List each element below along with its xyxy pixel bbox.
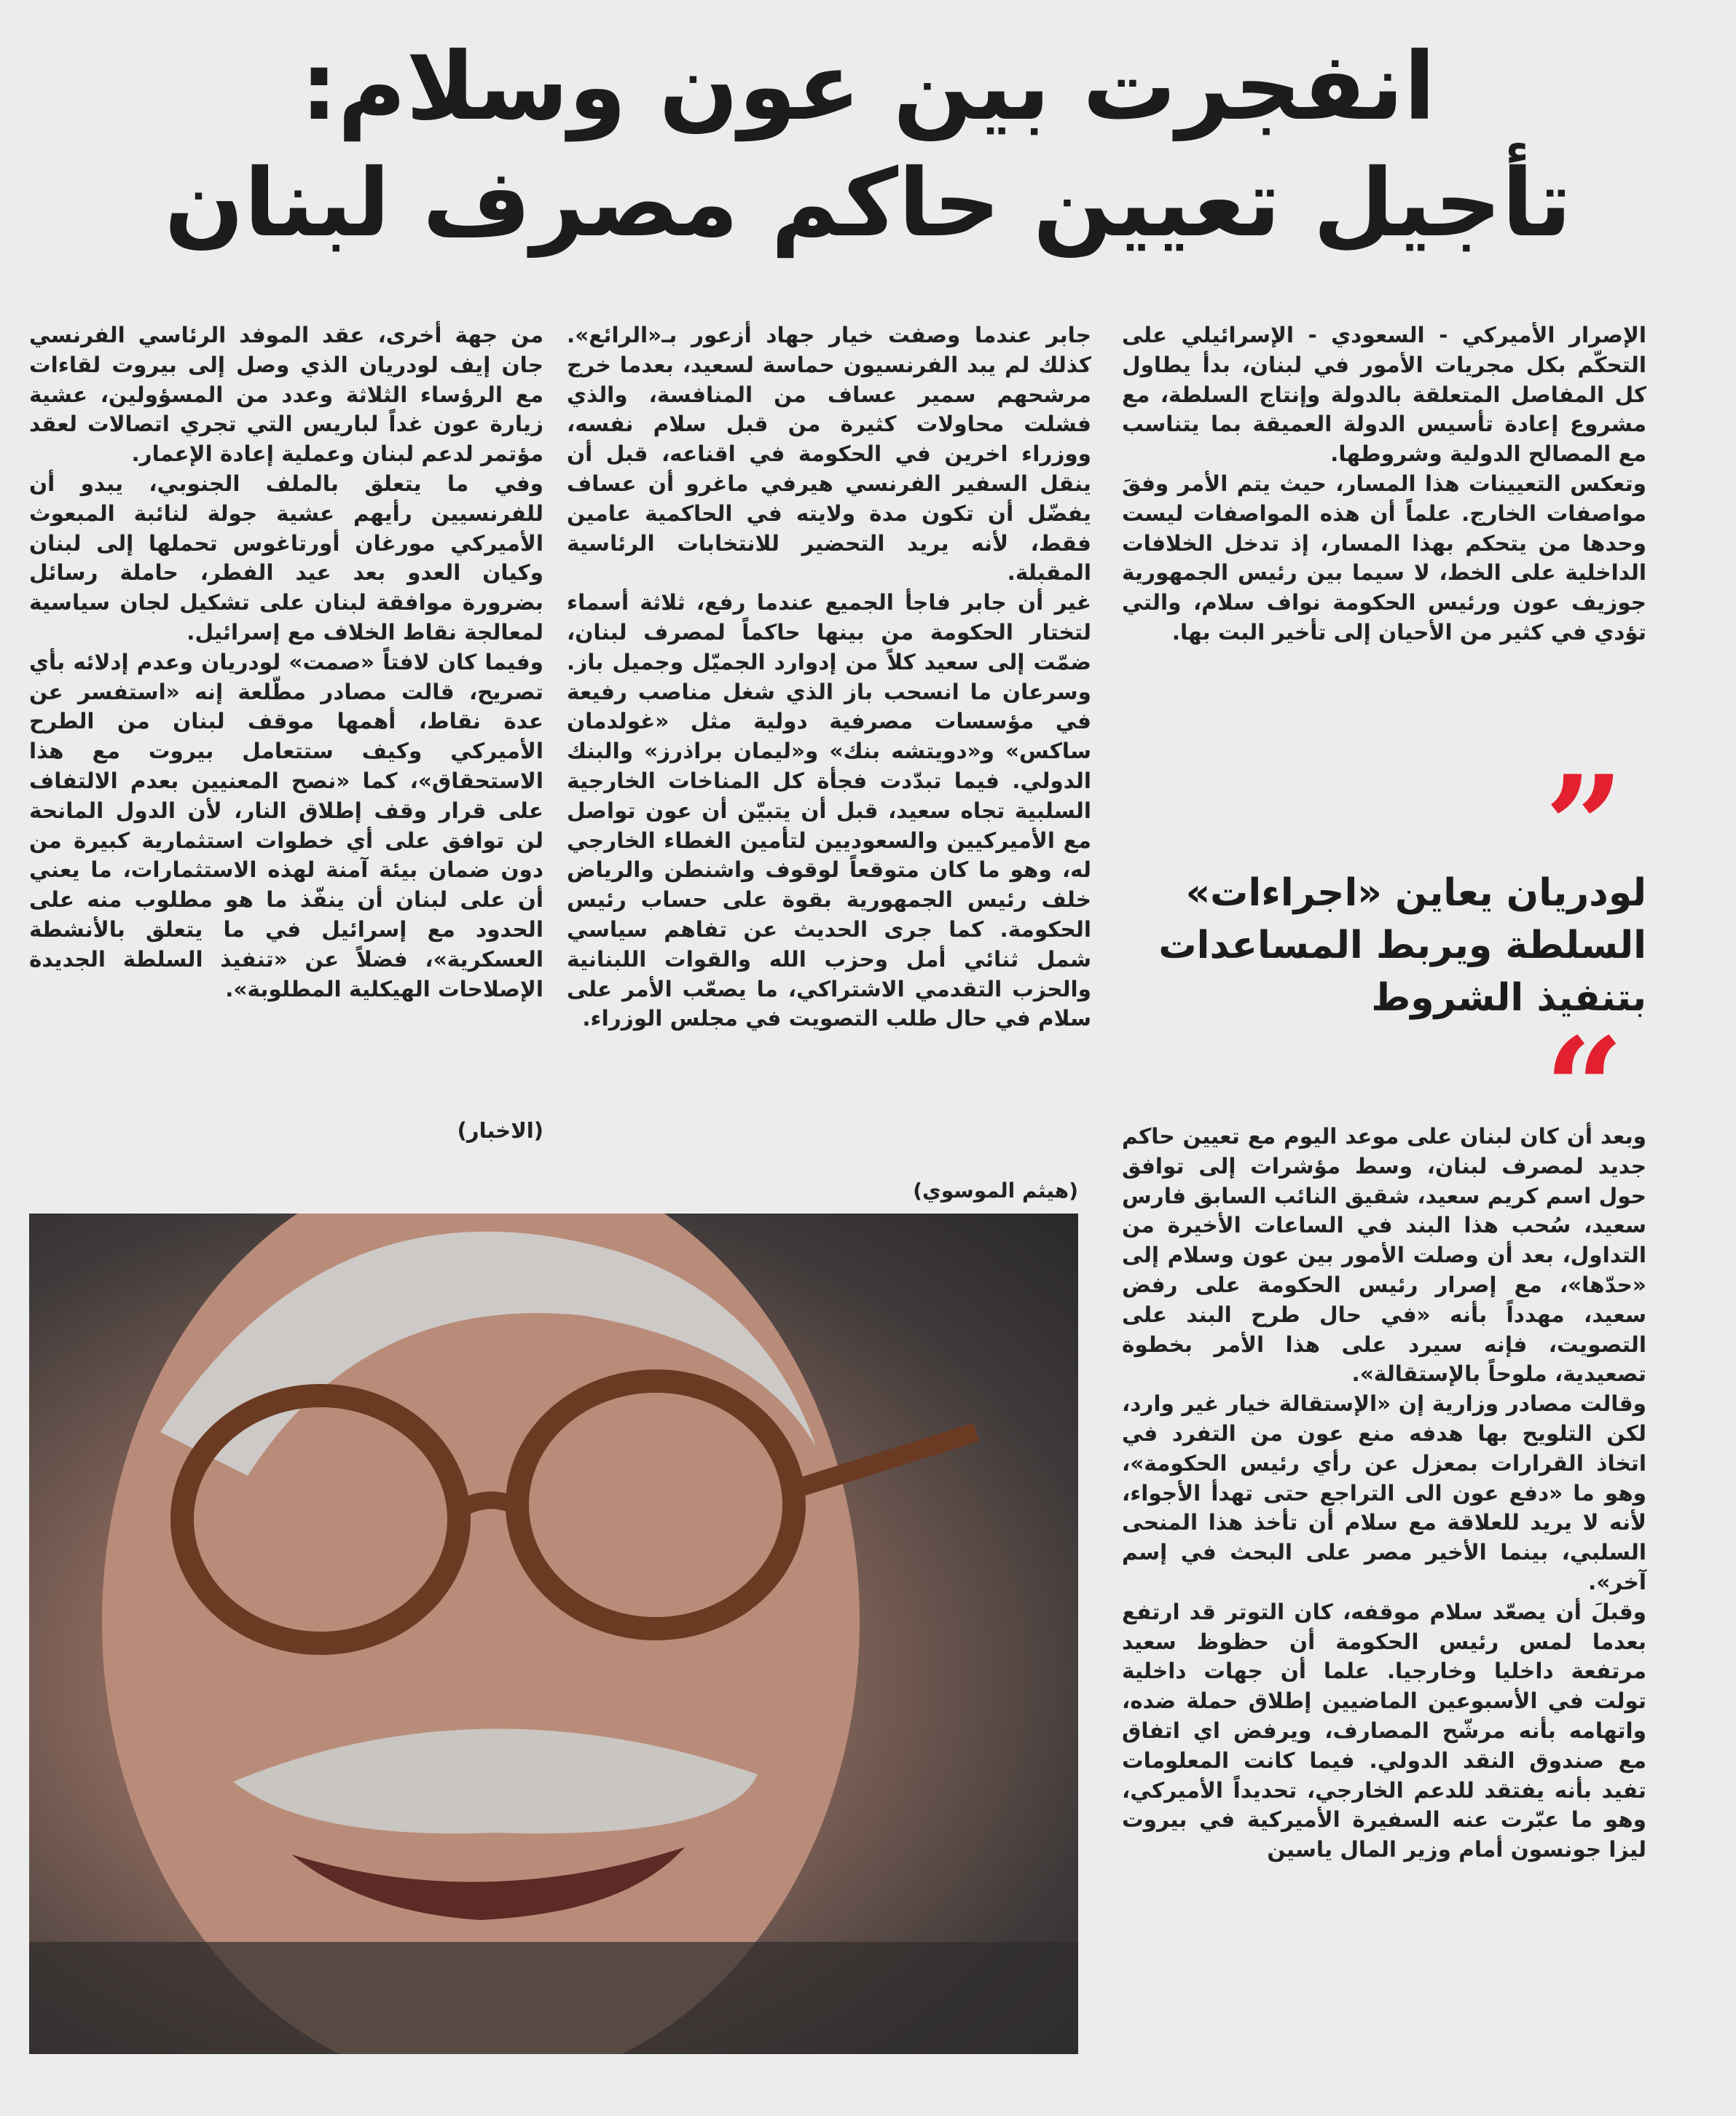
paragraph: غير أن جابر فاجأ الجميع عندما رفع، ثلاثة أسماء لتختار الحكومة من بينها حاكماً لمصرف لبنان، ضمّت إلى سعيد كلاً من إدوارد الجميّل وجميل باز. وسرعان ما انسحب باز الذي شغل مناصب رفيعة في مؤسسات مصرفية دولية مثل «غولدمان ساكس» و«دويتشه بنك» و«ليمان براذرز» والبنك الدولي. فيما تبدّدت فجأة كل المناخات الخارجية السلبية تجاه سعيد، قبل أن يتبيّن أن عون تواصل مع الأميركيين والسعوديين لتأمين الغطاء الخارجي له، وهو ما كان متوقعاً لوقوف واشنطن والرياض خلف رئيس الجمهورية بقوة على حساب رئيس الحكومة. كما جرى الحديث عن تفاهم سياسي شمل ثنائي أمل وحزب الله والقوات اللبنانية والحزب التقدمي الاشتراكي، ما يصعّب الأمر على سلام في حال طلب التصويت في مجلس الوزراء. — [567, 590, 1091, 1031]
article-source: (الاخبار) — [457, 1118, 543, 1143]
paragraph: وفي ما يتعلق بالملف الجنوبي، يبدو أن للفرنسيين رأيهم عشية جولة لنائبة المبعوث الأميركي مورغان أورتاغوس تحملها إلى لبنان وكيان العدو بعد عيد الفطر، حاملة رسائل بضرورة موافقة لبنان على تشكيل لجان سياسية لمعالجة نقاط الخلاف مع إسرائيل. — [29, 471, 543, 645]
photo-credit: (هيثم الموسوي) — [913, 1179, 1078, 1203]
paragraph: من جهة أخرى، عقد الموفد الرئاسي الفرنسي جان إيف لودريان الذي وصل إلى بيروت لقاءات مع الرؤساء الثلاثة وعدد من المسؤولين، عشية زيارة عون غداً لباريس التي تجري اتصالات لعقد مؤتمر لدعم لبنان وعملية إعادة الإعمار. — [29, 323, 543, 467]
quote-close-icon: “ — [1544, 1007, 1625, 1170]
headline-line-2: تأجيل تعيين حاكم مصرف لبنان — [164, 149, 1572, 258]
headline — [44, 29, 1692, 262]
article-column-right-top — [1122, 320, 1646, 648]
portrait-illustration — [29, 1214, 1078, 2054]
paragraph: الإصرار الأميركي - السعودي - الإسرائيلي على التحكّم بكل مجريات الأمور في لبنان، بدأ يطاول كل المفاصل المتعلقة بالدولة وإنتاج السلطة، مع مشروع إعادة تأسيس الدولة العميقة بما يتناسب مع المصالح الدولية وشروطها. — [1122, 323, 1646, 467]
article-column-middle — [567, 320, 1091, 1034]
article-column-right-bottom — [1122, 1122, 1646, 1865]
paragraph: وفيما كان لافتاً «صمت» لودريان وعدم إدلائه بأي تصريح، قالت مصادر مطّلعة إنه «استفسر عن عدة نقاط، أهمها موقف لبنان من الطرح الأميركي وكيف ستتعامل بيروت مع هذا الاستحقاق»، كما «نصح المعنيين بعدم الالتفاف على قرار وقف إطلاق النار، لأن الدول المانحة لن توافق على أي خطوات استثمارية كبيرة من دون ضمان بيئة آمنة لهذه الاستثمارات، ما يعني أن على لبنان أن ينفّذ ما هو مطلوب منه على الحدود مع إسرائيل في ما يتعلق بالأنشطة العسكرية»، فضلاً عن «تنفيذ السلطة الجديدة الإصلاحات الهيكلية المطلوبة». — [29, 649, 543, 1002]
paragraph: وتعكس التعيينات هذا المسار، حيث يتم الأمر وفقَ مواصفات الخارج. علماً أن هذه المواصفات ليست وحدها من يتحكم بهذا المسار، إذ تدخل الخلافات الداخلية على الخط، لا سيما بين رئيس الجمهورية جوزيف عون ورئيس الحكومة نواف سلام، والتي تؤدي في كثير من الأحيان إلى تأخير البت بها. — [1122, 471, 1646, 645]
article-column-left — [29, 320, 543, 1004]
quote-open-icon: ” — [1544, 745, 1625, 908]
portrait-photo — [29, 1214, 1078, 2054]
paragraph: وبعد أن كان لبنان على موعد اليوم مع تعيين حاكم جديد لمصرف لبنان، وسط مؤشرات إلى توافق حول اسم كريم سعيد، شقيق النائب السابق فارس سعيد، سُحب هذا البند في الساعات الأخيرة من التداول، بعد أن وصلت الأمور بين عون وسلام إلى «حدّها»، مع إصرار رئيس الحكومة على رفض سعيد، مهدداً بأنه «في حال طرح البند على التصويت، فإنه سيرد على هذا الأمر بخطوة تصعيدية، ملوحاً بالإستقالة». — [1122, 1124, 1646, 1387]
pull-quote-line-1: لودريان يعاين «اجراءات» — [1185, 871, 1646, 915]
paragraph: وقالت مصادر وزارية إن «الإستقالة خيار غير وارد، لكن التلويح بها هدفه منع عون من التفرد في اتخاذ القرارات بمعزل عن رأي رئيس الحكومة»، وهو ما «دفع عون الى التراجع حتى تهدأ الأجواء، لأنه لا يريد للعلاقة مع سلام أن تأخذ هذا المنحى السلبي، بينما الأخير مصر على البحث في إسم آخر». — [1122, 1391, 1646, 1594]
pull-quote — [1136, 867, 1646, 1024]
paragraph: وقبلَ أن يصعّد سلام موقفه، كان التوتر قد ارتفع بعدما لمس رئيس الحكومة أن حظوظ سعيد مرتفعة داخليا وخارجيا. علما أن جهات داخلية تولت في الأسبوعين الماضيين إطلاق حملة ضده، واتهامه بأنه مرشّح المصارف، ويرفض اي اتفاق مع صندوق النقد الدولي. فيما كانت المعلومات تفيد بأنه يفتقد للدعم الخارجي، تحديداً الأميركي، وهو ما عبّرت عنه السفيرة الأميركية في بيروت ليزا جونسون أمام وزير المال ياسين — [1122, 1599, 1646, 1863]
headline-line-1: انفجرت بين عون وسلام: — [300, 33, 1436, 141]
paragraph: جابر عندما وصفت خيار جهاد أزعور بـ«الرائع». كذلك لم يبد الفرنسيون حماسة لسعيد، بعدما خرج مرشحهم سمير عساف من المنافسة، والذي فشلت محاولات كثيرة من قبل سلام نفسه، ووزراء اخرين في الحكومة في اقناعه، قبل أن ينقل السفير الفرنسي هيرفي ماغرو أن عساف يفضّل أن تكون مدة ولايته في الحاكمية عامين فقط، لأنه يريد التحضير للانتخابات الرئاسية المقبلة. — [567, 323, 1091, 586]
pull-quote-line-3: بتنفيذ الشروط — [1371, 976, 1646, 1020]
pull-quote-line-2: السلطة ويربط المساعدات — [1158, 924, 1646, 967]
